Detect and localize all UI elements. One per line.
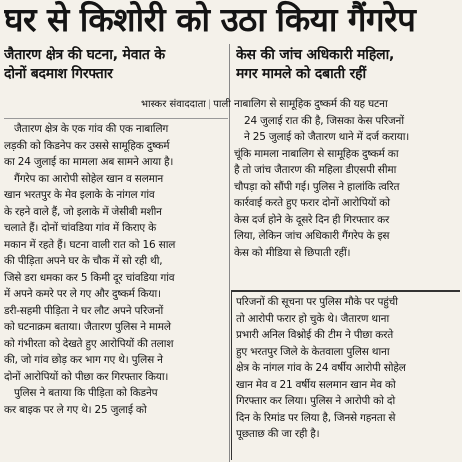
text-line: है तो जांच जैतारण की महिला डीएसपी सीमा: [234, 164, 397, 176]
text-line: कर बाइक पर ले गए थे। 25 जुलाई को: [4, 403, 147, 416]
text-line: जिसे डरा धमका कर 5 किमी दूर चांवडिया गांव: [4, 271, 175, 284]
article-body-boxed: [236, 294, 458, 460]
text-line: में अपने कमरे पर ले गए और दुष्कर्म किया।: [4, 288, 161, 300]
text-line: 24 जुलाई रात की है, जिसका केस परिजनों: [244, 114, 404, 127]
text-line: क्षेत्र के नांगल गांव के 24 वर्षीय आरोपी सोहेल: [236, 362, 406, 374]
text-line: की पीड़िता अपने घर के चौक में सो रही थी,: [4, 255, 163, 267]
byline-rule: [4, 118, 228, 119]
text-line: हुए भरतपुर जिले के केतवाला पुलिस थाना: [236, 345, 390, 358]
headline: घर से किशोरी को उठा किया गैंगरेप: [4, 0, 416, 39]
text-line: जैतारण क्षेत्र के एक गांव की एक नाबालिग: [14, 123, 169, 135]
text-line: का 24 जुलाई का मामला अब सामने आया है।: [4, 156, 174, 168]
text-line: परिजनों की सूचना पर पुलिस मौके पर पहुंची: [236, 296, 398, 308]
text-line: नाबालिग से सामूहिक दुष्कर्म की यह घटना: [234, 98, 388, 110]
text-line: केस को मीडिया से छिपाती रहीं।: [234, 246, 351, 259]
text-line: कार्रवाई करते हुए फरार दोनों आरोपियों को: [234, 197, 390, 209]
text-line: ने 25 जुलाई को जैतारण थाने में दर्ज कराया।: [244, 131, 410, 143]
text-line: दोनों आरोपियों को पीछा कर गिरफ्तार किया।: [4, 370, 169, 383]
text-line: चौपड़ा को सौंपी गई। पुलिस ने हालांकि त्वरित: [234, 180, 400, 193]
text-line: तो आरोपी फरार हो चुके थे। जैतारण थाना: [236, 312, 389, 325]
text-line: दिन के रिमांड पर लिया है, जिनसे गहनता से: [236, 411, 396, 424]
text-line: पूछताछ की जा रही है।: [236, 428, 320, 440]
text-line: लिया, लेकिन जांच अधिकारी गैंगरेप के इस: [234, 230, 390, 242]
subheadline-right: [236, 46, 460, 90]
text-line: लड़की को किडनेप कर उससे सामूहिक दुष्कर्म: [4, 139, 170, 152]
text-line: की, जो गांव छोड़ कर भाग गए थे। पुलिस ने: [4, 354, 163, 366]
text-line: खान भरतपुर के मेव इलाके के नांगल गांव: [4, 189, 155, 201]
text-line: चलाते हैं। दोनों चांवडिया गांव में किराए के: [4, 222, 157, 234]
text-line: को घटनाक्रम बताया। जैतारण पुलिस ने मामले: [4, 321, 171, 333]
text-line: को गंभीरता को देखते हुए आरोपियों की तलाश: [4, 337, 174, 350]
byline-reporter: भास्कर संवाददाता: [141, 99, 206, 110]
text-line: मकान में रहते हैं। घटना वाली रात को 16 साल: [4, 238, 176, 251]
subheadline-right-line: मगर मामले को दबाती रहीं: [236, 66, 366, 82]
text-line: खान मेव व 21 वर्षीय सलमान खान मेव को: [236, 378, 396, 391]
byline-city: पाली: [213, 99, 231, 110]
text-line: पुलिस ने बताया कि पीड़िता को किडनेप: [14, 387, 158, 399]
subheadline-left: [4, 46, 228, 86]
text-line: के रहने वाले हैं, जो इलाके में जेसीबी मशीन: [4, 205, 162, 218]
subheadline-left-line: जैतारण क्षेत्र की घटना, मेवात के: [4, 47, 165, 63]
article-body-left: [4, 121, 227, 459]
text-line: केस दर्ज होने के दूसरे दिन ही गिरफ्तार कर: [234, 213, 390, 226]
text-line: गिरफ्तार कर लिया। पुलिस ने आरोपी को दो: [236, 395, 395, 407]
byline: [141, 98, 231, 112]
subheadline-left-line: दोनों बदमाश गिरफ्तार: [4, 66, 113, 82]
byline-separator: |: [207, 99, 212, 110]
subheadline-right-line: केस की जांच अधिकारी महिला,: [236, 47, 395, 63]
text-line: प्रभारी अनिल विश्नोई की टीम ने पीछा करते: [236, 329, 394, 341]
text-line: डरी-सहमी पीड़िता ने घर लौट अपने परिजनों: [4, 304, 164, 317]
text-line: चूंकि मामला नाबालिग से सामूहिक दुष्कर्म का: [234, 147, 399, 160]
text-line: गैंगरेप का आरोपी सोहेल खान व सलमान: [14, 172, 164, 185]
article-body-right: [234, 96, 458, 281]
